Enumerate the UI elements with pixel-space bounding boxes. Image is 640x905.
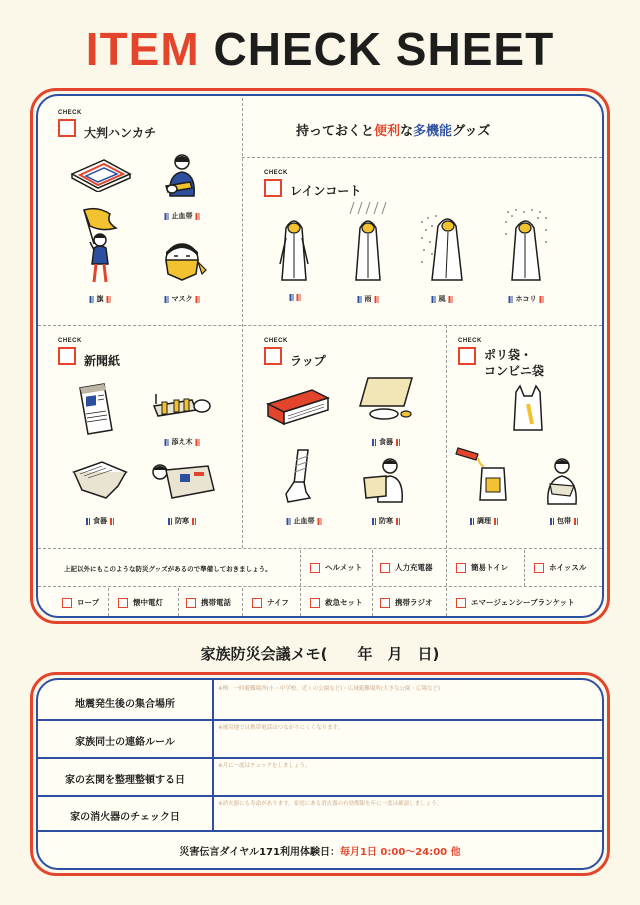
checkbox-newspaper[interactable] [58,347,76,365]
check-word: CHECK [264,170,288,176]
check-word: CHECK [458,338,482,344]
memo-label-meeting-place: 地震発生後の集合場所 [75,699,175,710]
divider [446,550,447,586]
checkbox-handkerchief[interactable] [58,119,76,137]
label-text: 食器 [93,517,107,525]
tagline-text: グッズ [452,124,491,139]
item-label-warmth-newspaper [168,516,196,526]
divider [178,588,179,616]
check-newspaper[interactable] [58,338,82,365]
item-text: 簡易トイレ [471,563,509,572]
checkbox-rope[interactable] [62,598,72,608]
cell-title-handkerchief: 大判ハンカチ [84,126,157,140]
flag-person-illustration [76,206,126,286]
item-text: ヘルメット [325,563,363,572]
cell-title-newspaper: 新聞紙 [84,354,121,368]
memo-title: 家族防災会議メモ( 年 月 日) [200,645,440,663]
check-emergency-blanket[interactable] [456,597,575,608]
item-label-tourniquet-wrap [287,516,322,526]
divider [446,588,447,616]
item-label-tourniquet [165,211,200,221]
label-text: 止血帯 [171,212,193,220]
tagline-convenient: 便利 [374,124,401,139]
other-items-note: 上記以外にもこのような防災グッズがあるので準備しておきましょう。 [64,565,272,573]
label-text: 調理 [477,517,491,525]
divider [242,157,602,158]
checkbox-portable-radio[interactable] [380,598,390,608]
item-label-warmth-wrap [372,516,400,526]
checkbox-plastic-bag[interactable] [458,347,476,365]
checkbox-portable-toilet[interactable] [456,563,466,573]
paper-dish-illustration [72,460,128,500]
label-text: 風 [438,295,446,303]
check-word: CHECK [58,338,82,344]
check-helmet[interactable] [310,562,362,573]
item-text: ホイッスル [549,563,587,572]
divider [38,586,602,587]
cell-title-raincoat: レインコート [290,184,362,198]
item-text: ロープ [77,598,100,607]
checkbox-emergency-blanket[interactable] [456,598,466,608]
item-text: ナイフ [267,598,289,607]
memo-footer [0,843,640,858]
label-text: 防寒 [175,517,189,525]
checkbox-flashlight[interactable] [118,598,128,608]
tagline-multifunction: 多機能 [413,124,453,139]
check-word: CHECK [264,338,288,344]
label-text: 雨 [364,295,372,303]
item-label-dust [509,294,544,304]
item-label-rain [358,294,379,304]
title-part-check-sheet: CHECK SHEET [213,23,555,75]
divider [38,325,602,326]
checkbox-manual-charger[interactable] [380,563,390,573]
label-text: 防寒 [379,517,393,525]
item-text: 携帯電話 [201,598,231,607]
item-text: 人力充電器 [395,563,433,572]
tagline [296,120,490,139]
newspaper-warmth-illustration [148,460,218,502]
memo-row-divider [38,757,602,759]
tagline-text: 持っておくと [296,124,375,139]
item-label-cooking [470,516,498,526]
item-label-dish-newspaper [86,516,114,526]
mask-face-illustration [156,240,208,284]
cell-title-bag-1: ポリ袋・ [484,348,533,362]
label-text: マスク [171,295,193,303]
item-label-spacer [290,294,301,301]
check-handkerchief[interactable] [58,110,82,137]
wrap-warmth-illustration [360,456,410,506]
item-label-flag [90,294,111,304]
divider [524,550,525,586]
checkbox-whistle[interactable] [534,563,544,573]
divider [446,325,447,548]
divider [242,588,243,616]
check-first-aid-kit[interactable] [310,597,363,608]
divider [372,550,373,586]
item-label-bandage [550,516,578,526]
cell-title-bag-2: コンビニ袋 [484,364,545,378]
wrap-plate-illustration [356,376,416,426]
memo-hint-extinguisher-day: ※消火器にも寿命があります。家庭にある消火器の有効期限を年に一度は確認しましょう。 [218,801,443,807]
item-text: 懐中電灯 [133,598,163,607]
item-label-mask [165,294,200,304]
wind-illustration [418,208,466,286]
tourniquet-person-illustration [160,152,204,202]
memo-hint-entrance-day: ※月に一度はチェックをしましょう。 [218,763,311,769]
rain-illustration [348,200,388,286]
memo-row-divider [38,795,602,797]
check-portable-radio[interactable] [380,597,433,608]
bandage-bag-illustration [540,456,586,506]
memo-label-contact-rule: 家族同士の連絡ルール [75,737,175,748]
item-text: エマージェンシーブランケット [471,598,575,607]
divider [242,98,243,548]
check-rope[interactable] [62,597,99,608]
label-text: 食器 [379,438,393,446]
wrap-box-illustration [266,384,330,428]
dust-illustration [502,206,550,286]
checkbox-first-aid-kit[interactable] [310,598,320,608]
check-word: CHECK [58,110,82,116]
footer-schedule: 毎月1日 0:00〜24:00 他 [339,847,461,858]
label-text: ホコリ [515,295,537,303]
cooking-bag-illustration [454,444,510,504]
divider [300,550,301,586]
divider [38,548,602,549]
memo-hint-contact-rule: ※被災地では携帯電話はつながりにくくなります。 [218,725,344,731]
check-mobile-phone[interactable] [186,597,231,608]
checkbox-raincoat[interactable] [264,179,282,197]
item-label-splint [165,437,200,447]
divider [300,588,301,616]
plastic-bag-illustration [510,384,546,434]
check-knife[interactable] [252,597,289,608]
check-wrap[interactable] [264,338,288,365]
memo-label-entrance-day: 家の玄関を整理整頓する日 [65,775,185,786]
memo-row-divider [38,719,602,721]
divider [372,588,373,616]
check-manual-charger[interactable] [380,562,433,573]
title-part-item: ITEM [85,23,200,75]
item-label-wind [432,294,453,304]
checkbox-knife[interactable] [252,598,262,608]
page-title [0,22,640,76]
checkbox-mobile-phone[interactable] [186,598,196,608]
raincoat-illustration [276,214,312,286]
memo-row-divider [38,830,602,832]
splint-illustration [152,388,214,418]
wrap-arm-illustration [278,448,318,508]
label-text: 包帯 [557,517,571,525]
check-raincoat[interactable] [264,170,288,197]
checkbox-wrap[interactable] [264,347,282,365]
newspaper-illustration [76,382,116,436]
footer-text: 災害伝言ダイヤル171利用体験日： [179,847,340,858]
checkbox-helmet[interactable] [310,563,320,573]
memo-label-extinguisher-day: 家の消火器のチェック日 [70,812,180,823]
item-label-dish-wrap [372,437,400,447]
check-plastic-bag[interactable] [458,338,482,365]
check-portable-toilet[interactable] [456,562,508,573]
item-text: 携帯ラジオ [395,598,433,607]
memo-column-divider [212,680,214,830]
label-text: 旗 [96,295,104,303]
handkerchief-illustration [70,158,132,192]
label-text: 添え木 [171,438,193,446]
item-text: 救急セット [325,598,363,607]
check-flashlight[interactable] [118,597,163,608]
divider [108,588,109,616]
check-whistle[interactable] [534,562,586,573]
label-text: 止血帯 [293,517,315,525]
memo-hint-meeting-place: ※例：一時避難場所(小・中学校、近くの公園など)・広域避難場所(大きな公園・広場など) [218,686,441,692]
cell-title-wrap: ラップ [290,354,326,368]
tagline-text: な [400,124,414,139]
